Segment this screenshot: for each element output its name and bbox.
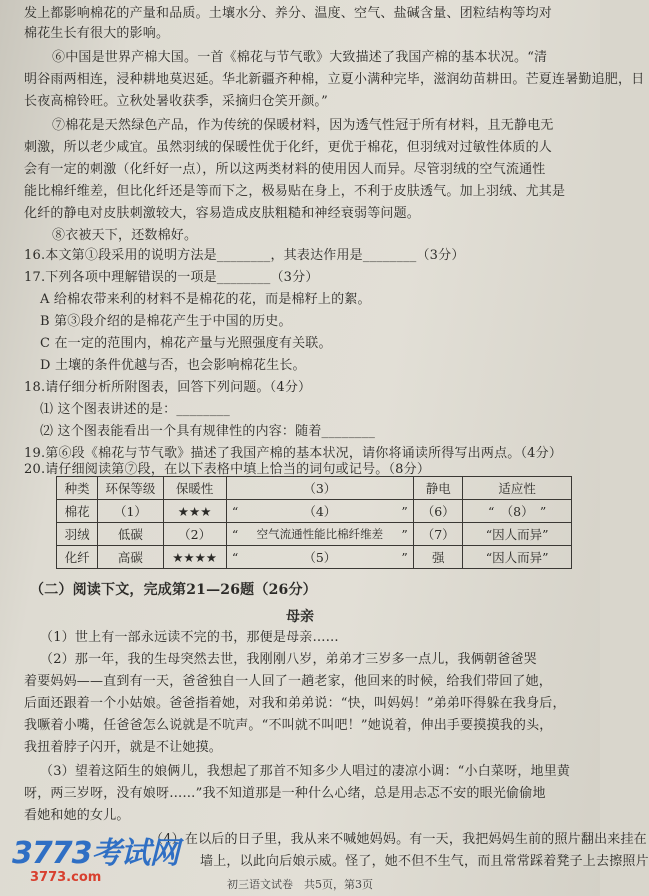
passage-line: 棉花生长有很大的影响。 [24,26,170,41]
question-19: 19.第⑥段《棉花与节气歌》描述了我国产棉的基本状况，请你将诵读所得写出两点。（4分） [24,446,563,461]
question-18: 18.请仔细分析所附图表，回答下列问题。（4分） [24,380,312,395]
table-row [57,523,572,546]
article-line: 墙上，以此向后娘示威。怪了，她不但不生气，而且常常踩着凳子上去擦照片 [200,854,649,869]
article-line: 呀，两三岁呀，没有娘呀……”我不知道那是一种什么心绪，总是用忐忑不安的眼光偷偷地 [24,786,546,801]
table-cell: “因人而异” [463,546,572,569]
table-cell: 强 [414,546,463,569]
table-header-cell: （3） [244,477,397,500]
question-18-part-1: ⑴ 这个图表讲述的是：________ [40,402,230,417]
table-cell: （4） [244,500,397,523]
page-footer: 初三语文试卷 共5页，第3页 [227,878,373,891]
table-cell: “ [226,500,243,523]
table-header-cell: 适应性 [463,477,572,500]
table-cell: ” [396,546,413,569]
article-line: 我扭着脖子闪开，就是不让她摸。 [24,740,223,755]
table-cell: ” [396,523,413,546]
table-cell: “ [226,546,243,569]
table-cell: ★★★ [163,500,226,523]
table-cell: 化纤 [57,546,98,569]
question-18-part-2: ⑵ 这个图表能看出一个具有规律性的内容：随着________ [40,424,376,439]
table-cell: ” [396,500,413,523]
table-cell: 羽绒 [57,523,98,546]
table-cell: 高碳 [98,546,163,569]
table-cell: “ （8） ” [463,500,572,523]
table-cell: ★★★★ [163,546,226,569]
passage-line: ⑥中国是世界产棉大国。一首《棉花与节气歌》大致描述了我国产棉的基本状况。“清 [52,50,548,65]
question-20: 20.请仔细阅读第⑦段，在以下表格中填上恰当的词句或记号。（8分） [24,462,431,477]
article-line: 后面还跟着一个小姑娘。爸爸指着她，对我和弟弟说：“快，叫妈妈！”弟弟吓得躲在我身后， [24,696,566,711]
article-line: （3）望着这陌生的娘俩儿，我想起了那首不知多少人唱过的凄凉小调：“小白菜呀，地里黄 [40,764,571,779]
table-header-row [57,477,572,500]
table-cell: 棉花 [57,500,98,523]
table-header-cell: 种类 [57,477,98,500]
option-c: C 在一定的范围内，棉花产量与光照强度有关联。 [40,336,332,351]
table-header-cell [396,477,413,500]
article-line: 我噘着小嘴，任爸爸怎么说就是不吭声。“不叫就不叫吧！”她说着，伸出手要摸摸我的头， [24,718,553,733]
table-header-cell: 静电 [414,477,463,500]
table-cell: （6） [414,500,463,523]
site-logo-url: 3773.com [30,870,102,885]
option-b: B 第③段介绍的是棉花产生于中国的历史。 [40,314,292,329]
article-line: （2）那一年，我的生母突然去世，我刚刚八岁，弟弟才三岁多一点儿，我俩朝爸爸哭 [40,652,537,667]
article-line: 着要妈妈——直到有一天，爸爸独自一人回了一趟老家，他回来的时候，给我们带回了她， [24,674,553,689]
table-row [57,546,572,569]
passage-line: 会有一定的刺激（化纤好一点），所以这两类材料的使用因人而异。尽管羽绒的空气流通性 [24,162,546,177]
table-row [57,500,572,523]
table-cell: “因人而异” [463,523,572,546]
passage-line: 长夜高棉铃旺。立秋处暑收获季，采摘归仓笑开颜。” [24,94,328,109]
passage-line: 发上都影响棉花的产量和品质。土壤水分、养分、温度、空气、盐碱含量、团粒结构等均对 [24,6,553,21]
passage-line: 明谷雨两相连，浸种耕地莫迟延。华北新疆齐种棉，立夏小满种完毕，滋润幼苗耕田。芒夏连暑勤追肥，日 [24,72,645,87]
question-17: 17.下列各项中理解错误的一项是________（3分） [24,270,319,285]
site-logo-brand: 3773考试网 [12,836,179,871]
table-cell: “ [226,523,243,546]
table-cell: 低碳 [98,523,163,546]
option-d: D 土壤的条件优越与否，也会影响棉花生长。 [40,358,306,373]
passage-line: ⑧衣被天下，还数棉好。 [52,228,198,243]
table-header-cell: 保暖性 [163,477,226,500]
passage-line: 化纤的静电对皮肤刺激较大，容易造成皮肤粗糙和神经衰弱等问题。 [24,206,421,221]
answer-table [56,476,572,569]
table-cell: （7） [414,523,463,546]
table-cell: （1） [98,500,163,523]
passage-line: ⑦棉花是天然绿色产品，作为传统的保暖材料，因为透气性冠于所有材料，且无静电无 [52,118,554,133]
article-line: （4）在以后的日子里，我从来不喊她妈妈。有一天，我把妈妈生前的照片翻出来挂在 [150,832,647,847]
table-cell: （2） [163,523,226,546]
passage-line: 刺激，所以老少咸宜。虽然羽绒的保暖性优于化纤，更优于棉花，但羽绒对过敏性体质的人 [24,140,553,155]
article-line: （1）世上有一部永远读不完的书，那便是母亲…… [40,630,339,645]
article-line: 看她和她的女儿。 [24,808,130,823]
passage-line: 能比棉纤维差，但比化纤还是等而下之，极易贴在身上，不利于皮肤透气。加上羽绒、尤其是 [24,184,566,199]
table-cell: （5） [244,546,397,569]
section-heading: （二）阅读下文，完成第21—26题（26分） [30,582,317,598]
option-a: A 给棉农带来利的材料不是棉花的花，而是棉籽上的絮。 [40,292,371,307]
table-header-cell: 环保等级 [98,477,163,500]
question-16: 16.本文第①段采用的说明方法是________，其表达作用是________（3分） [24,248,465,263]
table-header-cell [226,477,243,500]
article-title: 母亲 [286,609,314,625]
table-cell: 空气流通性能比棉纤维差 [244,523,397,546]
